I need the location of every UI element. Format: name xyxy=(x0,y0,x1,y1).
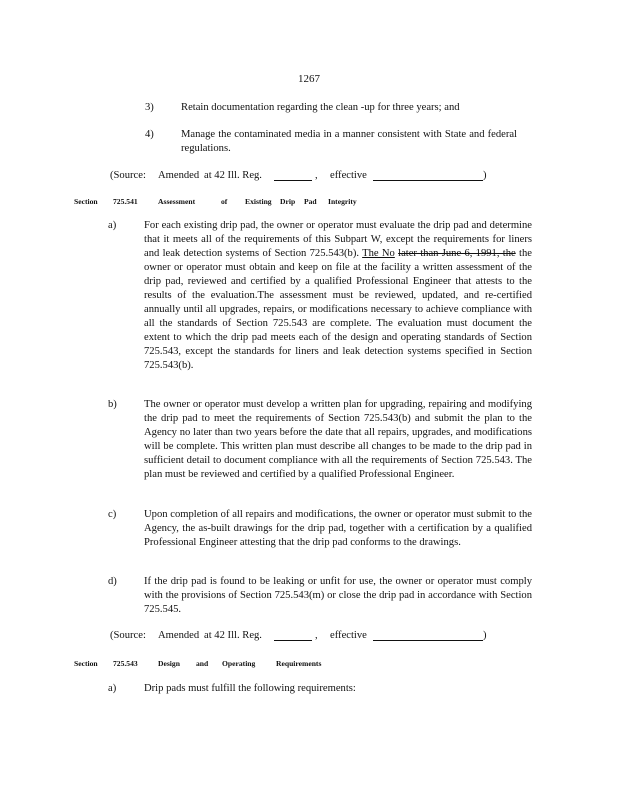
subsection-label: a) xyxy=(108,683,117,694)
source-close: ) xyxy=(483,630,487,641)
section-heading xyxy=(74,195,374,205)
heading-section-label: Section xyxy=(74,197,98,206)
source-prefix: (Source: xyxy=(110,630,146,641)
heading-title-word: Operating xyxy=(222,659,256,668)
subsection-d xyxy=(108,575,532,617)
section-heading xyxy=(74,657,374,667)
subsection-label: a) xyxy=(108,220,117,231)
text-part: the owner or operator must obtain and keep on file at the facility a written assessment of the drip pad, reviewed and certified by a qualified Professional Engineer that attests to the results of the evaluation. xyxy=(144,248,532,301)
subsection-text: If the drip pad is found to be leaking or unfit for use, the owner or operator must comply with the provisions of Section 725.543(m) or close the drip pad in accordance with Section 725.545. xyxy=(144,576,532,615)
source-register: at 42 Ill. Reg. xyxy=(204,630,262,641)
heading-section-number: 725.543 xyxy=(113,659,138,668)
heading-section-number: 725.541 xyxy=(113,197,138,206)
heading-section-label: Section xyxy=(74,659,98,668)
subsection-text: The owner or operator must develop a written plan for upgrading, repairing and modifying the drip pad to meet the requirements of Section 725.543(b) and submit the plan to the Agency no later than two years before the date that all repairs, upgrades, and modifications will be complete. This written plan must describe all changes to be made to the drip pad in sufficient detail to document compliance with all the requirements of Section 725.543. The plan must be reviewed and certified by a qualified Professional Engineer. xyxy=(144,399,532,480)
text-part: The assessment must be reviewed, updated, and re-certified annually until all upgrades, repairs, or modifications necessary to achieve compliance with all the standards of Section 725.543 are complete. The evaluation must document the extent to which the drip pad meets each of the design and operating standards of Section 725.543, except the standards for liners and leak detection systems specified in Section 725.543(b). xyxy=(144,290,532,371)
source-prefix: (Source: xyxy=(110,170,146,181)
list-item xyxy=(145,101,525,115)
heading-title-word: Existing xyxy=(245,197,272,206)
heading-title-word: Pad xyxy=(304,197,317,206)
struck-text: later than June 6, 1991, the xyxy=(398,248,516,259)
subsection-a xyxy=(108,682,532,696)
item-text: Manage the contaminated media in a manner consistent with State and federal regulations. xyxy=(181,129,517,154)
source-amended: Amended xyxy=(158,170,200,181)
subsection-b xyxy=(108,398,532,496)
heading-title-word: of xyxy=(221,197,228,206)
source-effective: effective xyxy=(330,170,367,181)
item-text: Retain documentation regarding the clean -up for three years; and xyxy=(181,102,460,113)
heading-title-word: and xyxy=(196,659,209,668)
subsection-text: Upon completion of all repairs and modifications, the owner or operator must submit to the Agency, the as-built drawings for the drip pad, together with a certification by a qualified Professional Engineer attesting that the drip pad conforms to the drawings. xyxy=(144,509,532,548)
source-register: at 42 Ill. Reg. xyxy=(204,170,262,181)
page-number: 1267 xyxy=(298,73,320,85)
source-note xyxy=(110,169,500,183)
item-label: 3) xyxy=(145,102,154,113)
subsection-label: b) xyxy=(108,399,117,410)
subsection-label: c) xyxy=(108,509,117,520)
inserted-text: The No xyxy=(362,248,395,259)
subsection-text: Drip pads must fulfill the following requirements: xyxy=(144,683,356,694)
text-part: For each existing drip pad, the owner or operator must evaluate the drip pad and determine that it meets all of the requirements of this Subpart W, except the requirements for liners and leak detection systems of Section 725.543(b). xyxy=(144,220,532,259)
source-close: ) xyxy=(483,170,487,181)
heading-title-word: Assessment xyxy=(158,197,196,206)
heading-title-word: Requirements xyxy=(276,659,322,668)
heading-title-word: Integrity xyxy=(328,197,357,206)
item-label: 4) xyxy=(145,129,154,140)
source-note xyxy=(110,629,500,643)
heading-title-word: Drip xyxy=(280,197,296,206)
subsection-c xyxy=(108,508,532,564)
source-effective: effective xyxy=(330,630,367,641)
subsection-label: d) xyxy=(108,576,117,587)
subsection-a xyxy=(108,219,532,387)
heading-title-word: Design xyxy=(158,659,180,668)
subsection-text xyxy=(144,219,532,373)
list-item xyxy=(145,128,525,156)
source-comma: , xyxy=(315,630,318,641)
source-comma: , xyxy=(315,170,318,181)
source-amended: Amended xyxy=(158,630,200,641)
